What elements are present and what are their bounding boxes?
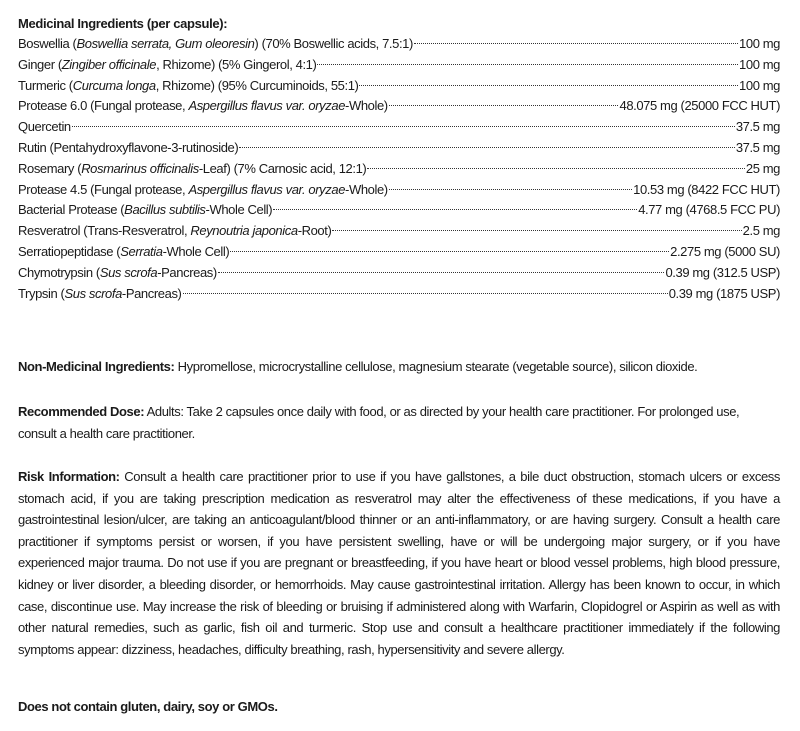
dotted-leader [389, 105, 619, 106]
non-medicinal-text: Hypromellose, microcrystalline cellulose, magnesium stearate (vegetable source), silicon dioxide. [174, 359, 698, 374]
ingredient-row [18, 96, 780, 117]
recommended-dose-label: Recommended Dose: [18, 404, 145, 419]
ingredient-name-part: Protease 4.5 (Fungal protease, [18, 181, 189, 197]
dotted-leader [239, 147, 735, 148]
ingredient-row [18, 242, 780, 263]
ingredient-row [18, 159, 780, 180]
ingredient-name-part: -Pancreas) [121, 285, 182, 301]
medicinal-ingredients-list [18, 34, 780, 304]
ingredient-row [18, 55, 780, 76]
ingredient-name-part: ) (70% Boswellic acids, 7.5:1) [254, 36, 413, 51]
ingredient-name-part: Boswellia ( [18, 36, 77, 51]
dotted-leader [332, 230, 741, 231]
ingredient-name-part: Protease 6.0 (Fungal protease, [18, 98, 189, 114]
ingredient-amount: 37.5 mg [735, 139, 780, 155]
medicinal-ingredients-heading: Medicinal Ingredients (per capsule): [18, 16, 228, 31]
ingredient-name-part: Turmeric ( [18, 77, 73, 93]
dotted-leader [183, 293, 668, 294]
dotted-leader [414, 43, 738, 44]
dotted-leader [389, 189, 632, 190]
ingredient-name [18, 117, 71, 137]
ingredient-row [18, 221, 780, 242]
ingredient-row [18, 263, 780, 284]
ingredient-name-part: Quercetin [18, 119, 71, 135]
ingredient-name-part: -Whole Cell) [205, 202, 273, 218]
ingredient-name-part: Resveratrol (Trans-Resveratrol, [18, 223, 191, 239]
ingredient-name-part: Bacterial Protease ( [18, 202, 125, 218]
ingredient-name-part: -Whole Cell) [162, 243, 230, 259]
ingredient-amount: 37.5 mg [735, 119, 780, 135]
ingredient-name-part: Serratiopeptidase ( [18, 243, 121, 259]
ingredient-amount: 0.39 mg (1875 USP) [668, 285, 780, 301]
ingredient-row [18, 180, 780, 201]
ingredient-name [18, 138, 238, 158]
ingredient-name-part: Chymotrypsin ( [18, 264, 100, 280]
ingredient-name-part: Ginger ( [18, 56, 62, 72]
ingredient-name-part: Rutin (Pentahydroxyflavone-3-rutinoside) [18, 139, 239, 155]
ingredient-latin-name: Rosmarinus officinalis [81, 160, 199, 176]
allergen-free-statement: Does not contain gluten, dairy, soy or GMOs. [18, 699, 278, 714]
ingredient-name [18, 263, 217, 283]
ingredient-name-part: -Whole) [345, 181, 388, 197]
ingredient-name-part: Rosemary ( [18, 160, 82, 176]
ingredient-row [18, 138, 780, 159]
ingredient-row [18, 200, 780, 221]
ingredient-name-part: , Rhizome) (95% Curcuminoids, 55:1) [155, 77, 359, 93]
ingredient-name-part: -Root) [297, 223, 332, 239]
ingredient-amount: 2.275 mg (5000 SU) [670, 243, 780, 259]
ingredient-name [18, 96, 388, 116]
ingredient-latin-name: Reynoutria japonica [190, 223, 298, 239]
recommended-dose [18, 401, 780, 444]
ingredient-latin-name: Aspergillus flavus var. oryzae [188, 181, 346, 197]
ingredient-latin-name: Sus scrofa [99, 264, 158, 280]
ingredient-amount: 2.5 mg [742, 223, 780, 239]
ingredient-latin-name: Serratia [120, 243, 163, 259]
ingredient-name [18, 242, 229, 262]
risk-information-label: Risk Information: [18, 469, 120, 484]
ingredient-name [18, 55, 316, 75]
ingredient-name [18, 180, 388, 200]
ingredient-name-part: Trypsin ( [18, 285, 65, 301]
ingredient-name [18, 34, 413, 54]
ingredient-amount: 10.53 mg (8422 FCC HUT) [633, 181, 780, 197]
dotted-leader [317, 64, 738, 65]
ingredient-amount: 100 mg [739, 77, 780, 93]
ingredient-amount: 48.075 mg (25000 FCC HUT) [619, 98, 780, 114]
risk-information [18, 466, 780, 660]
ingredient-row [18, 34, 780, 55]
dotted-leader [359, 85, 738, 86]
ingredient-latin-name: Boswellia serrata, Gum oleoresin [76, 36, 255, 51]
risk-information-text: Consult a health care practitioner prior to use if you have gallstones, a bile duct obstruction, stomach ulcers or excess stomach acid, if you are taking prescription medication as resveratrol may alter the effectiveness of these medications, if you have a gastrointestinal lesion/ulcer, are taking an anticoagulant/blood thinner or an anti-inflammatory, or are having surgery. Consult a health care practitioner if symptoms persist or worsen, if you have persistent swelling, have or will be undergoing major surgery, or if you have experienced major trauma. Do not use if you are pregnant or breastfeeding, if you have heart or blood vessel problems, high blood pressure, kidney or liver disorder, a bleeding disorder, or hemorrhoids. May cause gastrointestinal irritation. Allergy has been known to occur, in which case, discontinue use. May increase the risk of bleeding or bruising if administered along with Warfarin, Clopidogrel or Aspirin as well as with other natural remedies, such as garlic, fish oil and turmeric. Stop use and consult a healthcare practitioner immediately if the following symptoms appear: dizziness, headaches, difficulty breathing, rash, hypersensitivity and severe allergy. [18, 469, 780, 657]
dotted-leader [273, 209, 637, 210]
ingredient-name-part: -Whole) [345, 98, 388, 114]
ingredient-row [18, 284, 780, 305]
ingredient-latin-name: Aspergillus flavus var. oryzae [188, 98, 346, 114]
ingredient-amount: 25 mg [745, 160, 780, 176]
non-medicinal-label: Non-Medicinal Ingredients: [18, 359, 175, 374]
ingredient-name [18, 221, 331, 241]
ingredient-amount: 100 mg [739, 56, 780, 72]
ingredient-amount: 4.77 mg (4768.5 FCC PU) [638, 202, 780, 218]
ingredient-name [18, 76, 358, 96]
recommended-dose-text: Adults: Take 2 capsules once daily with food, or as directed by your health care practitioner. For prolonged use, consult a health care practitioner. [18, 404, 740, 441]
ingredient-row [18, 76, 780, 97]
non-medicinal-ingredients [18, 356, 780, 378]
ingredient-name-part: -Pancreas) [157, 264, 217, 280]
ingredient-amount: 0.39 mg (312.5 USP) [665, 264, 780, 280]
ingredient-name-part: , Rhizome) (5% Gingerol, 4:1) [156, 56, 317, 72]
ingredient-row [18, 117, 780, 138]
supplement-label [18, 14, 780, 714]
dotted-leader [218, 272, 665, 273]
ingredient-amount: 100 mg [739, 36, 780, 51]
ingredient-latin-name: Bacillus subtilis [124, 202, 206, 218]
dotted-leader [72, 126, 735, 127]
dotted-leader [230, 251, 669, 252]
ingredient-name [18, 200, 272, 220]
ingredient-latin-name: Sus scrofa [64, 285, 122, 301]
ingredient-name [18, 159, 366, 179]
ingredient-name [18, 284, 182, 304]
ingredient-name-part: -Leaf) (7% Carnosic acid, 12:1) [198, 160, 367, 176]
ingredient-latin-name: Zingiber officinale [61, 56, 157, 72]
ingredient-latin-name: Curcuma longa [72, 77, 156, 93]
dotted-leader [367, 168, 745, 169]
